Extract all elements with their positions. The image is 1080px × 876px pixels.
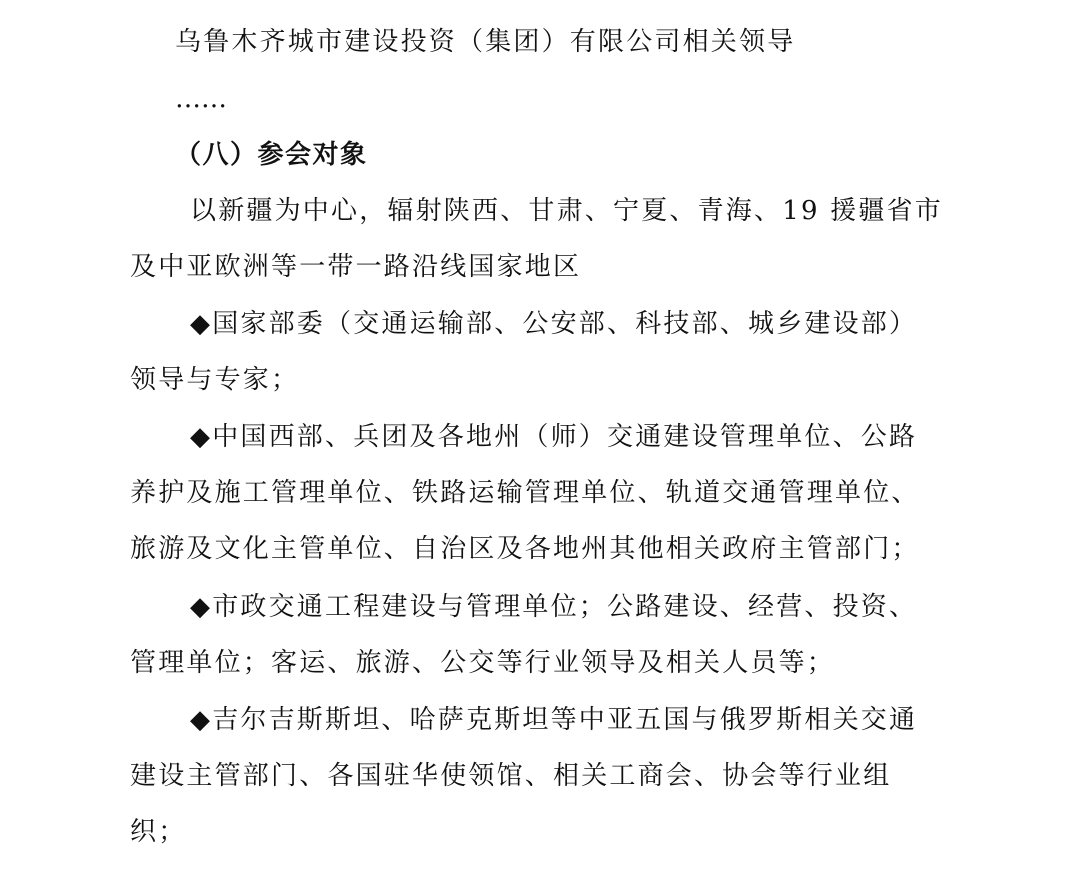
section-heading: （八）参会对象	[175, 140, 368, 170]
text-line-ellipsis: ……	[175, 84, 227, 114]
paragraph-line: 及中亚欧洲等一带一路沿线国家地区	[130, 252, 582, 282]
bullet-item-municipal: ◆市政交通工程建设与管理单位；公路建设、经营、投资、	[190, 592, 918, 622]
paragraph-line: 养护及施工管理单位、铁路运输管理单位、轨道交通管理单位、	[130, 478, 920, 508]
paragraph-line: 管理单位；客运、旅游、公交等行业领导及相关人员等；	[130, 648, 836, 678]
paragraph-line: 建设主管部门、各国驻华使领馆、相关工商会、协会等行业组	[130, 761, 892, 791]
paragraph-line: 以新疆为中心，辐射陕西、甘肃、宁夏、青海、19 援疆省市	[190, 196, 943, 226]
paragraph-line: 织；	[130, 817, 187, 847]
bullet-item-western-units: ◆中国西部、兵团及各地州（师）交通建设管理单位、公路	[190, 422, 918, 452]
text-line-leaders: 乌鲁木齐城市建设投资（集团）有限公司相关领导	[175, 27, 796, 57]
bullet-item-central-asia: ◆吉尔吉斯斯坦、哈萨克斯坦等中亚五国与俄罗斯相关交通	[190, 705, 918, 735]
paragraph-line: 领导与专家；	[130, 365, 300, 395]
bullet-item-ministries: ◆国家部委（交通运输部、公安部、科技部、城乡建设部）	[190, 309, 918, 339]
paragraph-line: 旅游及文化主管单位、自治区及各地州其他相关政府主管部门；	[130, 534, 920, 564]
